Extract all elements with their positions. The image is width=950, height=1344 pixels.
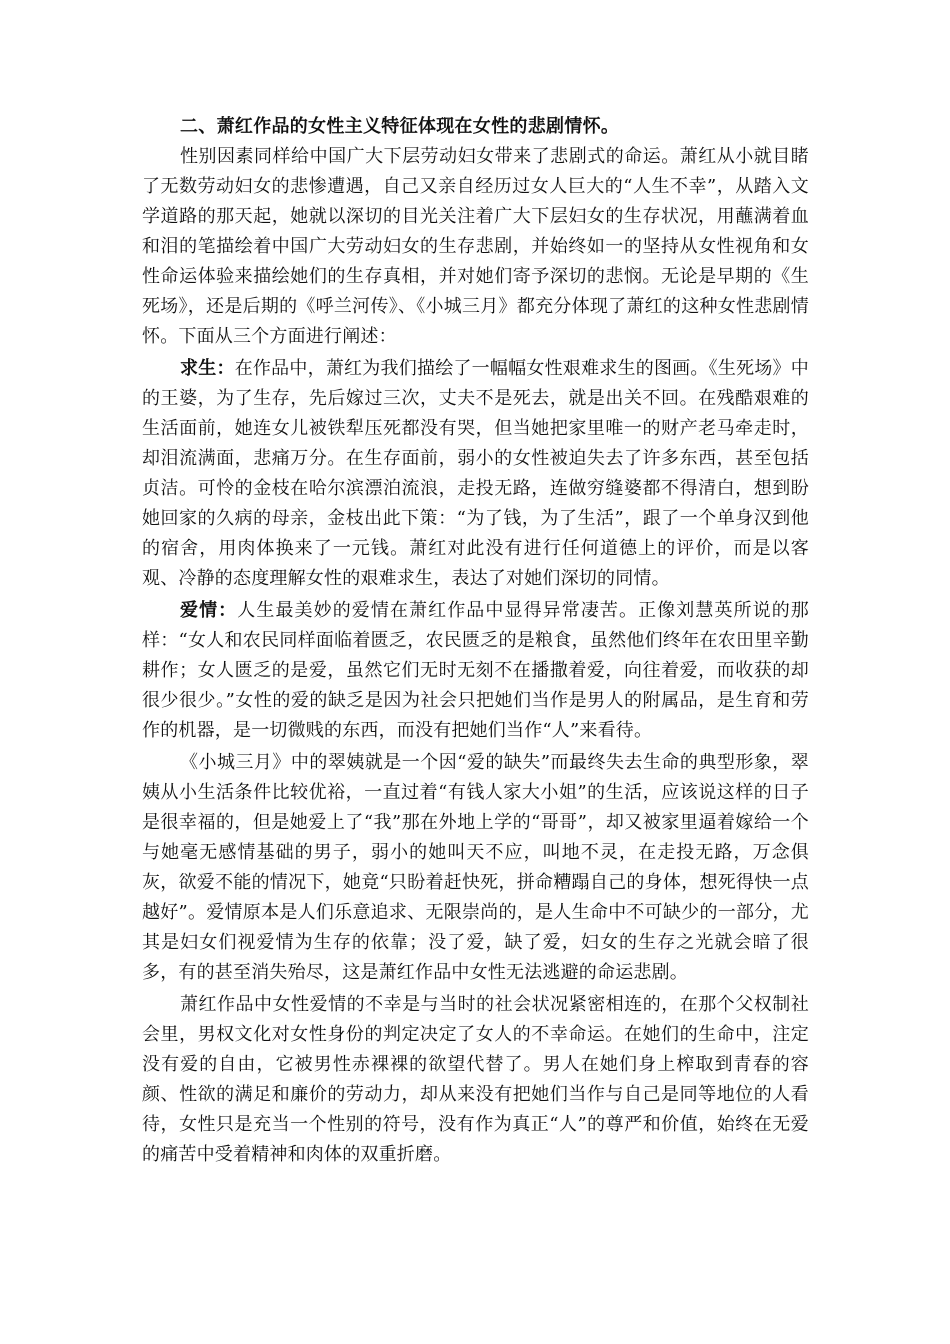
- paragraph-text: 萧红作品中女性爱情的不幸是与当时的社会状况紧密相连的，在那个父权制社会里，男权文化对女性身份的判定决定了女人的不幸命运。在她们的生命中，注定没有爱的自由，它被男性赤裸裸的欲望代替了。男人在她们身上榨取到青春的容颜、性欲的满足和廉价的劳动力，却从来没有把她们当作与自己是同等地位的人看待，女性只是充当一个性别的符号，没有作为真正“人”的尊严和价值，始终在无爱的痛苦中受着精神和肉体的双重折磨。: [142, 994, 809, 1165]
- paragraph-intro: [142, 142, 809, 352]
- section-heading: 二、萧红作品的女性主义特征体现在女性的悲剧情怀。: [180, 116, 620, 137]
- paragraph-text: 人生最美妙的爱情在萧红作品中显得异常凄苦。正像刘慧英所说的那样：“女人和农民同样面临着匮乏，农民匮乏的是粮食，虽然他们终年在农田里辛勤耕作；女人匮乏的是爱，虽然它们无时无刻不在播撒着爱，向往着爱，而收获的却很少很少。”女性的爱的缺乏是因为社会只把她们当作是男人的附属品，是生育和劳作的机器，是一切微贱的东西，而没有把她们当作“人”来看待。: [142, 600, 809, 741]
- paragraph-cuiyi: [142, 748, 809, 988]
- paragraph-love: [142, 596, 809, 746]
- paragraph-lead-survival: 求生：: [180, 358, 235, 379]
- paragraph-text: 性别因素同样给中国广大下层劳动妇女带来了悲剧式的命运。萧红从小就目睹了无数劳动妇女的悲惨遭遇，自己又亲自经历过女人巨大的“人生不幸”，从踏入文学道路的那天起，她就以深切的目光关注着广大下层妇女的生存状况，用蘸满着血和泪的笔描绘着中国广大劳动妇女的生存悲剧，并始终如一的坚持从女性视角和女性命运体验来描绘她们的生存真相，并对她们寄予深切的悲悯。无论是早期的《生死场》，还是后期的《呼兰河传》、《小城三月》都充分体现了萧红的这种女性悲剧情怀。下面从三个方面进行阐述：: [142, 146, 809, 347]
- paragraph-lead-love: 爱情：: [180, 600, 238, 621]
- paragraph-patriarchy: [142, 990, 809, 1170]
- document-body: [142, 112, 809, 1170]
- paragraph-survival: [142, 354, 809, 594]
- paragraph-text: 《小城三月》中的翠姨就是一个因“爱的缺失”而最终失去生命的典型形象，翠姨从小生活条件比较优裕，一直过着“有钱人家大小姐”的生活，应该说这样的日子是很幸福的，但是她爱上了“我”那在外地上学的“哥哥”，却又被家里逼着嫁给一个与她毫无感情基础的男子，弱小的她叫天不应，叫地不灵，在走投无路，万念俱灰，欲爱不能的情况下，她竟“只盼着赶快死，拼命糟蹋自己的身体，想死得快一点越好”。爱情原本是人们乐意追求、无限崇尚的，是人生命中不可缺少的一部分，尤其是妇女们视爱情为生存的依靠；没了爱，缺了爱，妇女的生存之光就会暗了很多，有的甚至消失殆尽，这是萧红作品中女性无法逃避的命运悲剧。: [142, 752, 809, 983]
- paragraph-text: 在作品中，萧红为我们描绘了一幅幅女性艰难求生的图画。《生死场》中的王婆，为了生存，先后嫁过三次，丈夫不是死去，就是出关不回。在残酷艰难的生活面前，她连女儿被铁犁压死都没有哭，但当她把家里唯一的财产老马牵走时，却泪流满面，悲痛万分。在生存面前，弱小的女性被迫失去了许多东西，甚至包括贞洁。可怜的金枝在哈尔滨漂泊流浪，走投无路，连做穷缝婆都不得清白，想到盼她回家的久病的母亲，金枝出此下策：“为了钱，为了生活”，跟了一个单身汉到他的宿舍，用肉体换来了一元钱。萧红对此没有进行任何道德上的评价，而是以客观、冷静的态度理解女性的艰难求生，表达了对她们深切的同情。: [142, 358, 809, 589]
